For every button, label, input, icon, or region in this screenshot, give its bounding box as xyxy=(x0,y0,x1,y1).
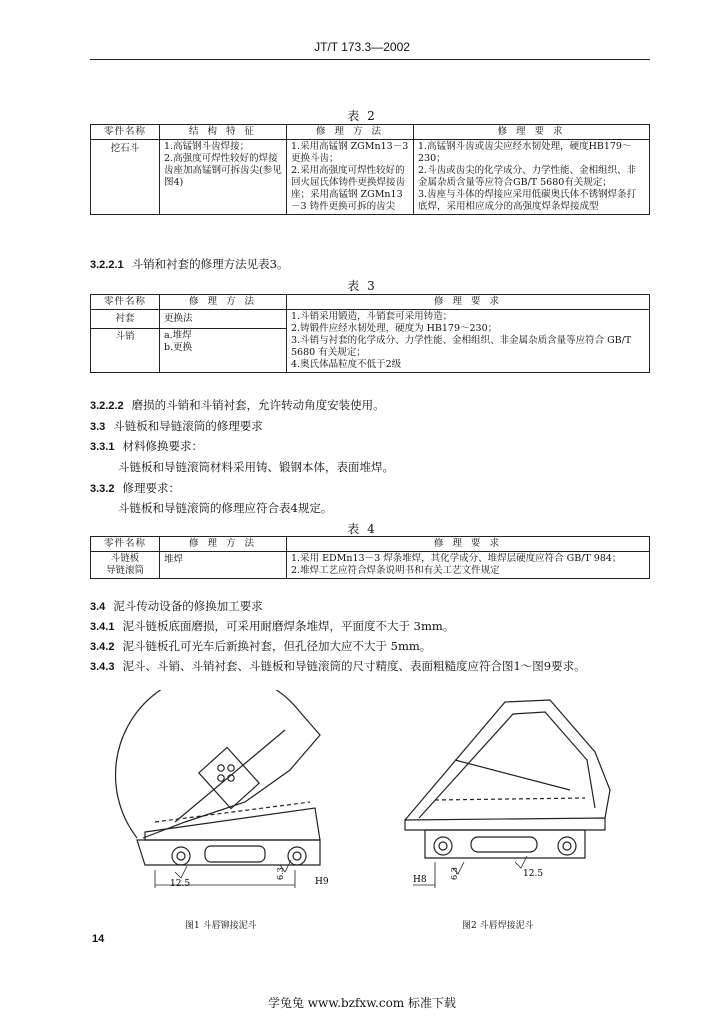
table4 xyxy=(90,536,650,579)
table4-requirement-line: 2.堆焊工艺应符合焊条说明书和有关工艺文件规定 xyxy=(291,565,500,576)
table3-requirement-line: 4.奥氏体晶粒度不低于2级 xyxy=(291,359,402,370)
table2-cell-requirement xyxy=(414,140,650,215)
clause-text: 修理要求： xyxy=(122,481,180,495)
figure2-drawing xyxy=(395,690,635,905)
clause-text: 泥斗、斗销、斗销衬套、斗链板和导链滚筒的尺寸精度、表面粗糙度应符合图1～图9要求。 xyxy=(122,659,586,673)
table2-method-line: 2.采用高强度可焊性较好的回火屈氏体铸件更换焊接齿座；采用高锰钢 ZGMn13－3 铸件更换可拆的齿尖 xyxy=(291,165,406,212)
table4-name-line: 导链滚筒 xyxy=(105,565,144,576)
table3-header-requirement: 修 理 要 求 xyxy=(287,295,650,310)
table3-cell-requirement xyxy=(287,310,650,373)
clause-number: 3.3.1 xyxy=(90,441,115,453)
figure2-rough1: 6.3 xyxy=(450,867,459,880)
table4-caption: 表 4 xyxy=(347,522,377,536)
clause-number: 3.4.1 xyxy=(90,621,115,633)
page-number: 14 xyxy=(92,933,105,945)
paragraph-3-4-1 xyxy=(90,618,454,634)
figure1-rough2: 6.3 xyxy=(276,867,285,880)
clause-text: 磨损的斗销和斗销衬套，允许转动角度安装使用。 xyxy=(131,398,385,412)
paragraph-3-3-1 xyxy=(90,438,203,454)
clause-number: 3.2.2.2 xyxy=(90,400,124,412)
table3-requirement-line: 2.铸锻件应经水韧处理，硬度为 HB179～230； xyxy=(291,323,498,334)
table2-requirement-line: 1.高锰钢斗齿或齿尖应经水韧处理，硬度HB179～230； xyxy=(418,141,632,164)
table2-header-method: 修 理 方 法 xyxy=(287,125,414,140)
table2-requirement-line: 3.齿座与斗体的焊接应采用低碳奥氏体不锈钢焊条打底焊，采用相应成分的高强度焊条焊接成型 xyxy=(418,189,637,212)
paragraph-3-3-2-body: 斗链板和导链滚筒的修理应符合表4规定。 xyxy=(118,501,333,515)
table3-requirement-line: 1.斗销采用锻造，斗销套可采用铸造； xyxy=(291,311,453,322)
table2-method-line: 1.采用高锰钢 ZGMn13－3更换斗齿； xyxy=(291,141,409,164)
table3 xyxy=(90,294,650,373)
figure2-rough2: 12.5 xyxy=(523,869,544,879)
paragraph-3-2-2-2 xyxy=(90,397,385,413)
table4-cell-requirement xyxy=(287,552,650,579)
table2-cell-method xyxy=(287,140,414,215)
table3-caption: 表 3 xyxy=(347,279,377,293)
clause-number: 3.4 xyxy=(90,601,106,613)
header-rule xyxy=(90,59,650,60)
table4-header-method: 修 理 方 法 xyxy=(160,537,287,552)
paragraph-3-3-2 xyxy=(90,480,180,496)
clause-text: 泥斗链板孔可光车后新换衬套，但孔径加大应不大于 5mm。 xyxy=(122,639,432,653)
table4-cell-method: 堆焊 xyxy=(160,552,287,579)
figure1-drawing xyxy=(115,690,355,905)
clause-text: 材料修换要求： xyxy=(122,439,203,453)
clause-number: 3.2.2.1 xyxy=(90,259,124,271)
table2-cell-name: 挖石斗 xyxy=(91,140,160,215)
figure1-caption: 图1 斗唇铆接泥斗 xyxy=(185,921,257,931)
paragraph-3-4-2 xyxy=(90,638,431,654)
table4-header-requirement: 修 理 要 求 xyxy=(287,537,650,552)
table4-cell-name xyxy=(91,552,160,579)
table2-requirement-line: 2.斗齿或齿尖的化学成分、力学性能、金相组织、非金属杂质含量等应符合GB/T 5680有关规定； xyxy=(418,165,637,188)
table3-header-name: 零件名称 xyxy=(91,295,160,310)
clause-number: 3.3.2 xyxy=(90,483,115,495)
figure1-dim: H9 xyxy=(315,877,329,887)
table2-header-structure: 结 构 特 征 xyxy=(160,125,287,140)
table3-cell-method xyxy=(160,329,287,373)
table2-header-requirement: 修 理 要 求 xyxy=(414,125,650,140)
table4-requirement-line: 1.采用 EDMn13－3 焊条堆焊，其化学成分、堆焊层硬度应符合 GB/T 984； xyxy=(291,553,622,564)
figure2-dim: H8 xyxy=(413,875,427,885)
paragraph-3-4 xyxy=(90,598,263,614)
table3-requirement-line: 3.斗销与衬套的化学成分、力学性能、金相组织、非金属杂质含量等应符合 GB/T 5680 有关规定； xyxy=(291,335,632,358)
clause-text: 泥斗链板底面磨损，可采用耐磨焊条堆焊，平面度不大于 3mm。 xyxy=(122,619,455,633)
table3-method-line: a.堆焊 xyxy=(164,330,192,341)
table2-structure-line: 1.高锰钢斗齿焊接； xyxy=(164,141,250,152)
table4-name-line: 斗链板 xyxy=(110,553,140,564)
clause-text: 斗链板和导链滚筒的修理要求 xyxy=(113,419,263,433)
table2-caption: 表 2 xyxy=(347,109,377,123)
clause-text: 泥斗传动设备的修换加工要求 xyxy=(113,599,263,613)
figure1-rough1: 12.5 xyxy=(170,879,191,889)
clause-number: 3.4.3 xyxy=(90,661,115,673)
clause-text: 斗销和衬套的修理方法见表3。 xyxy=(131,257,289,271)
figure2-caption: 图2 斗唇焊接泥斗 xyxy=(462,921,534,931)
paragraph-3-3-1-body: 斗链板和导链滚筒材料采用铸、锻钢本体，表面堆焊。 xyxy=(118,460,394,474)
clause-number: 3.4.2 xyxy=(90,641,115,653)
table3-cell-name: 斗销 xyxy=(91,329,160,373)
table3-cell-name: 衬套 xyxy=(91,310,160,329)
paragraph-3-4-3 xyxy=(90,658,586,674)
table2 xyxy=(90,124,650,215)
paragraph-3-3 xyxy=(90,418,263,434)
table3-method-line: b.更换 xyxy=(164,342,193,353)
table2-header-name: 零件名称 xyxy=(91,125,160,140)
table2-cell-structure xyxy=(160,140,287,215)
table4-header-name: 零件名称 xyxy=(91,537,160,552)
table3-cell-method: 更换法 xyxy=(160,310,287,329)
table3-header-method: 修 理 方 法 xyxy=(160,295,287,310)
paragraph-3-2-2-1 xyxy=(90,256,288,272)
table2-structure-line: 2.高强度可焊性较好的焊接齿座加高锰钢可拆齿尖(参见图4) xyxy=(164,153,282,188)
clause-number: 3.3 xyxy=(90,421,106,433)
standard-code: JT/T 173.3—2002 xyxy=(314,40,410,54)
footer-watermark: 学兔兔 www.bzfxw.com 标准下载 xyxy=(267,996,457,1010)
